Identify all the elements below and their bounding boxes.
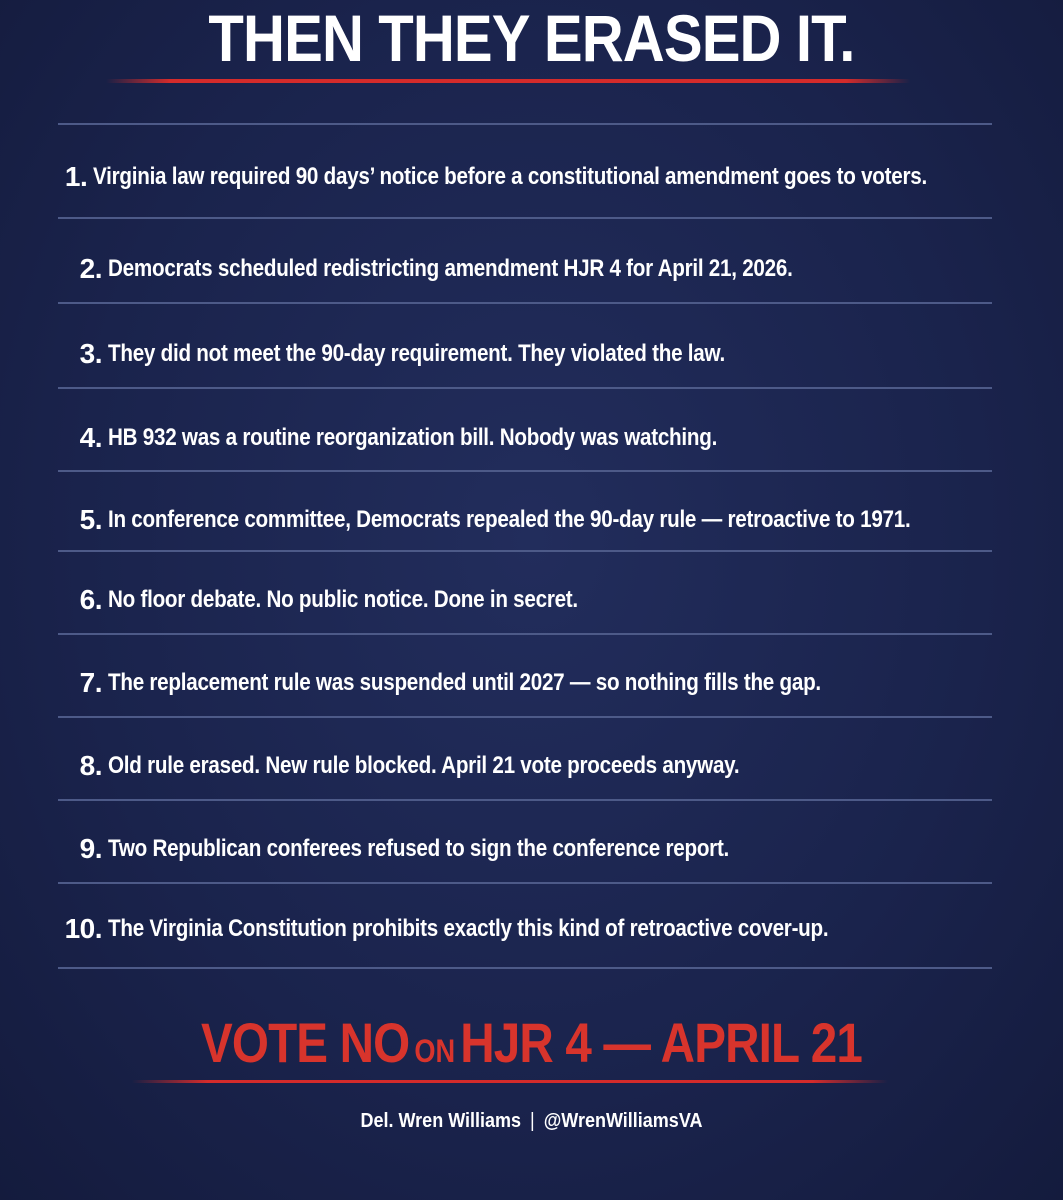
list-item bbox=[0, 829, 1063, 869]
divider bbox=[58, 470, 992, 472]
list-item-text: Two Republican conferees refused to sign the conference report. bbox=[108, 835, 730, 862]
list-item bbox=[0, 334, 1063, 374]
divider bbox=[58, 967, 992, 969]
divider bbox=[58, 716, 992, 718]
list-item bbox=[0, 157, 1063, 197]
list-item bbox=[0, 418, 1063, 458]
list-item bbox=[0, 663, 1063, 703]
list-item-number: 1. bbox=[64, 161, 88, 192]
list-item-text: Virginia law required 90 days’ notice before a constitutional amendment goes to voters. bbox=[93, 163, 928, 190]
divider bbox=[58, 882, 992, 884]
list-item-text: HB 932 was a routine reorganization bill. Nobody was watching. bbox=[108, 424, 718, 451]
list-item bbox=[0, 909, 1063, 949]
call-to-action bbox=[80, 1010, 984, 1076]
list-item-number: 6. bbox=[79, 584, 102, 615]
list-item bbox=[0, 746, 1063, 786]
signature-separator: | bbox=[530, 1110, 535, 1132]
divider bbox=[58, 633, 992, 635]
divider bbox=[58, 123, 992, 125]
list-item-text: No floor debate. No public notice. Done in secret. bbox=[108, 586, 578, 613]
list-item-number: 9. bbox=[79, 833, 102, 864]
cta-underline bbox=[132, 1080, 888, 1083]
list-item-number: 8. bbox=[79, 750, 102, 781]
list-item bbox=[0, 580, 1063, 620]
list-item bbox=[0, 500, 1063, 540]
list-item-text: In conference committee, Democrats repealed the 90-day rule — retroactive to 1971. bbox=[108, 506, 911, 533]
list-item-number: 10. bbox=[64, 913, 102, 944]
divider bbox=[58, 799, 992, 801]
list-item-number: 3. bbox=[79, 338, 102, 369]
list-item bbox=[0, 249, 1063, 289]
divider bbox=[58, 217, 992, 219]
list-item-text: The replacement rule was suspended until 2027 — so nothing fills the gap. bbox=[108, 669, 821, 696]
list-item-number: 4. bbox=[79, 422, 102, 453]
list-item-text: The Virginia Constitution prohibits exactly this kind of retroactive cover-up. bbox=[108, 915, 829, 942]
cta-date: HJR 4 — APRIL 21 bbox=[460, 1011, 862, 1074]
list-item-number: 2. bbox=[79, 253, 102, 284]
divider bbox=[58, 387, 992, 389]
headline-underline bbox=[106, 79, 910, 83]
list-item-text: They did not meet the 90-day requirement. They violated the law. bbox=[108, 340, 725, 367]
cta-on: ON bbox=[414, 1033, 456, 1069]
list-item-number: 5. bbox=[79, 504, 102, 535]
signature-handle: @WrenWilliamsVA bbox=[543, 1110, 703, 1132]
list-item-number: 7. bbox=[79, 667, 102, 698]
signature-name: Del. Wren Williams bbox=[360, 1110, 522, 1132]
list-item-text: Old rule erased. New rule blocked. April 21 vote proceeds anyway. bbox=[108, 752, 740, 779]
cta-vote-no: VOTE NO bbox=[200, 1011, 410, 1074]
divider bbox=[58, 302, 992, 304]
headline: THEN THEY ERASED IT. bbox=[208, 1, 855, 75]
divider bbox=[58, 550, 992, 552]
signature bbox=[53, 1110, 1010, 1133]
list-item-text: Democrats scheduled redistricting amendment HJR 4 for April 21, 2026. bbox=[108, 255, 793, 282]
